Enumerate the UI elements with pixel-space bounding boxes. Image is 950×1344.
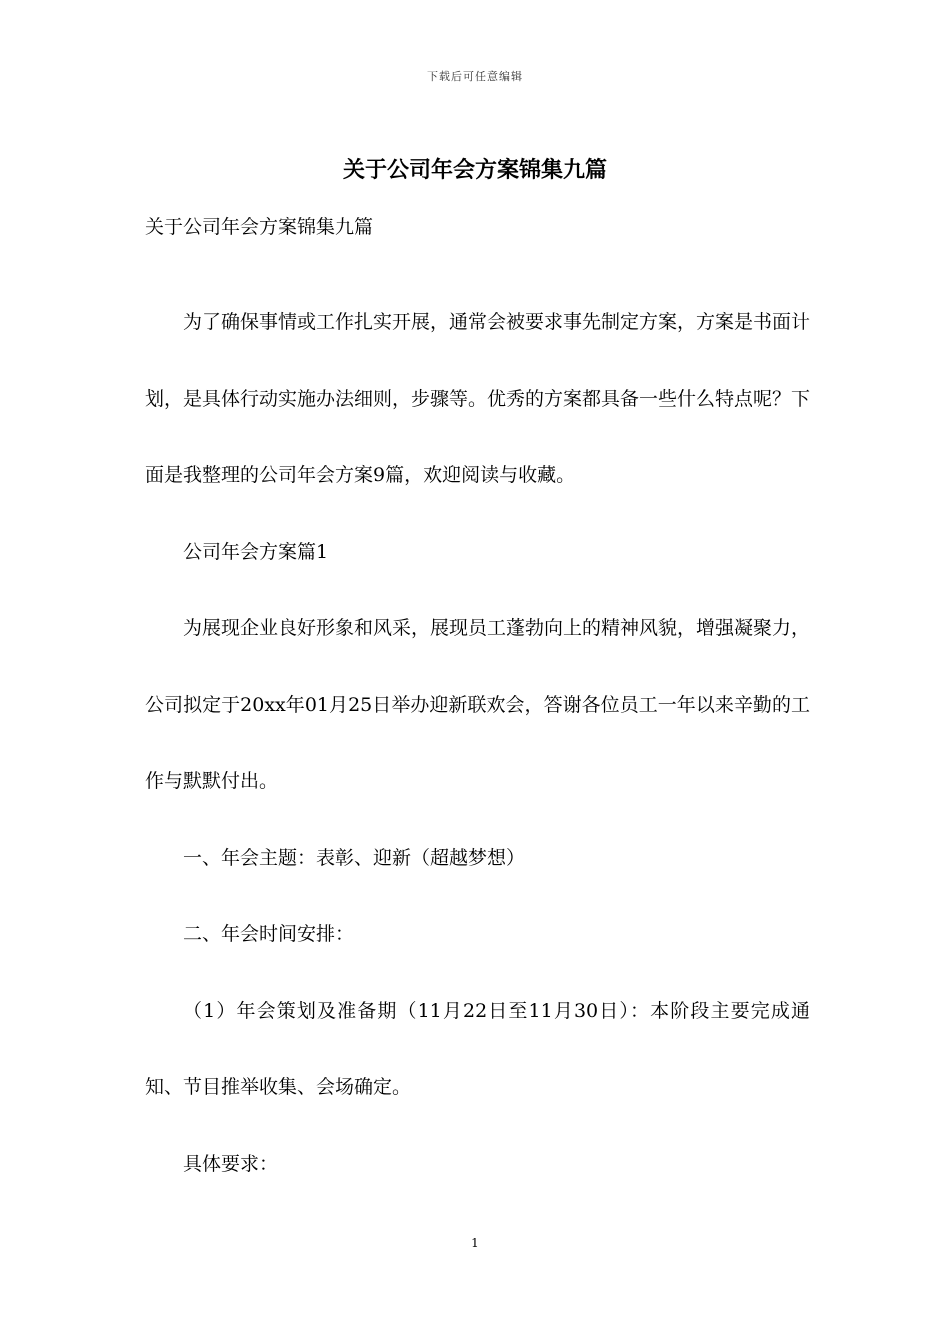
section-heading-plan-1: 公司年会方案篇1 xyxy=(183,540,329,563)
page-header: 下载后可任意编辑 xyxy=(427,70,523,83)
annual-meeting-theme: 一、年会主题：表彰、迎新（超越梦想） xyxy=(183,846,526,869)
page-number: 1 xyxy=(471,1236,479,1250)
annual-meeting-schedule-heading: 二、年会时间安排： xyxy=(183,923,355,945)
document-body xyxy=(145,208,810,1202)
document-subtitle: 关于公司年会方案锦集九篇 xyxy=(145,216,374,238)
document-title: 关于公司年会方案锦集九篇 xyxy=(342,157,607,183)
plan-1-intro-paragraph: 为展现企业良好形象和风采，展现员工蓬勃向上的精神风貌，增强凝聚力，公司拟定于20xx年01月25日举办迎新联欢会，答谢各位员工一年以来辛勤的工作与默默付出。 xyxy=(145,617,811,792)
schedule-phase-1-paragraph: （1）年会策划及准备期（11月22日至11月30日）：本阶段主要完成通知、节目推举收集、会场确定。 xyxy=(145,999,810,1098)
intro-paragraph: 为了确保事情或工作扎实开展，通常会被要求事先制定方案，方案是书面计划，是具体行动实施办法细则，步骤等。优秀的方案都具备一些什么特点呢？下面是我整理的公司年会方案9篇，欢迎阅读与收藏。 xyxy=(145,311,811,486)
specific-requirements-heading: 具体要求： xyxy=(183,1152,279,1175)
